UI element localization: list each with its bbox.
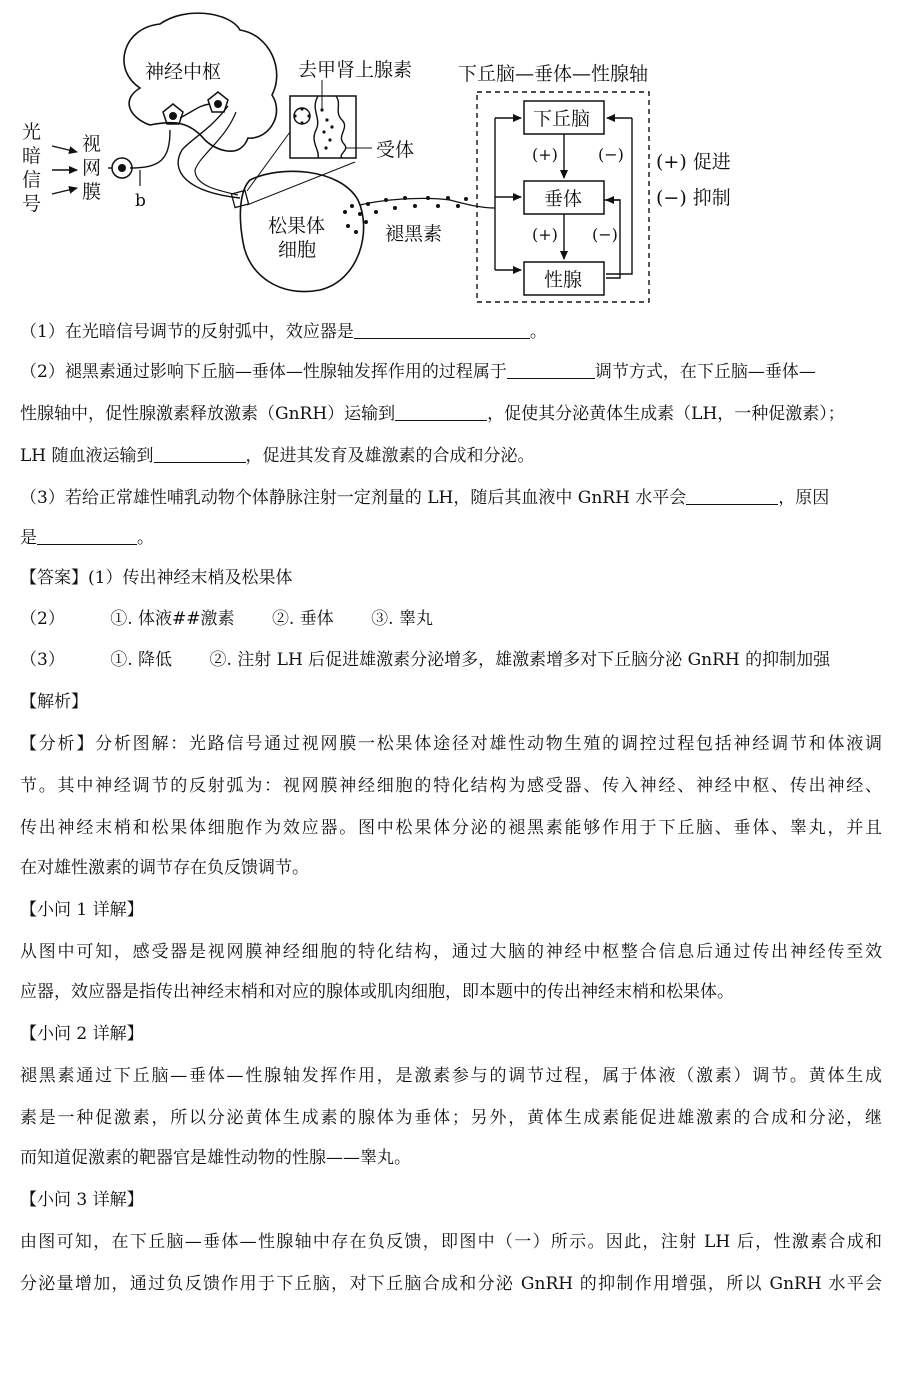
interneuron-fiber (180, 104, 210, 118)
question-2-line-2: 性腺轴中，促性腺激素释放激素（GnRH）运输到 ，促使其分泌黄体生成素（LH，一种促激素）； (20, 404, 845, 424)
norepinephrine-label: 去甲肾上腺素 (298, 59, 413, 81)
question-1: （1）在光暗信号调节的反射弧中，效应器是 。 (20, 322, 547, 342)
analysis-line: 在对雄性激素的调节存在负反馈调节。 (20, 858, 309, 878)
sub-question-3-heading: 【小问 3 详解】 (20, 1190, 144, 1210)
sub-question-3-line: 分泌量增加，通过负反馈作用于下丘脑，对下丘脑合成和分泌 GnRH 的抑制作用增强，所以 GnRH 水平会 (20, 1274, 882, 1294)
svg-text:暗: 暗 (22, 145, 42, 167)
neural-center-label: 神经中枢 (145, 61, 222, 83)
svg-text:光: 光 (22, 121, 42, 143)
inhibit-sign: (−) (598, 145, 624, 164)
svg-text:号: 号 (22, 193, 42, 215)
question-2-line-3: LH 随血液运输到 ，促进其发育及雄激素的合成和分泌。 (20, 446, 535, 466)
analysis-line: 节。其中神经调节的反射弧为：视网膜神经细胞的特化结构为感受器、传入神经、神经中枢、传出神经、 (20, 776, 882, 796)
answer-blank[interactable] (686, 486, 778, 505)
gonad-label: 性腺 (544, 269, 583, 291)
answer-line-3: （3） ①. 降低 ②. 注射 LH 后促进雄激素分泌增多，雄激素增多对下丘脑分泌 GnRH 的抑制加强 (20, 650, 831, 670)
analysis-line: 【分析】分析图解：光路信号通过视网膜一松果体途径对雄性动物生殖的调控过程包括神经调节和体液调 (20, 734, 882, 754)
answer-line-1: 【答案】(1）传出神经末梢及松果体 (20, 568, 293, 588)
neuron-icon (163, 104, 183, 124)
light-signal-label (22, 121, 41, 215)
promote-sign: (+) (532, 145, 558, 164)
hypothalamus-label: 下丘脑 (533, 108, 591, 130)
answer-blank[interactable] (37, 526, 137, 545)
receptor-cell-icon (108, 158, 140, 186)
sub-question-2-heading: 【小问 2 详解】 (20, 1024, 144, 1044)
sub-question-2-line: 而知道促激素的靶器官是雄性动物的性腺——睾丸。 (20, 1148, 411, 1168)
melatonin-label: 褪黑素 (385, 223, 443, 245)
sub-question-2-line: 褪黑素通过下丘脑—垂体—性腺轴发挥作用，是激素参与的调节过程，属于体液（激素）调节。黄体生成 (20, 1066, 882, 1086)
pineal-cell-label (268, 215, 325, 261)
arrow-icon (52, 146, 77, 194)
svg-text:细胞: 细胞 (278, 239, 317, 261)
answer-blank[interactable] (154, 444, 246, 463)
sub-question-1-line: 从图中可知，感受器是视网膜神经细胞的特化结构，通过大脑的神经中枢整合信息后通过传出神经传至效 (20, 942, 882, 962)
svg-text:视: 视 (82, 133, 102, 155)
pituitary-label: 垂体 (544, 188, 583, 210)
analysis-line: 传出神经末梢和松果体细胞作为效应器。图中松果体分泌的褪黑素能够作用于下丘脑、垂体、睾丸，并且 (20, 818, 882, 838)
regulation-diagram (0, 0, 900, 312)
answer-blank[interactable] (354, 320, 530, 339)
legend-promote: (+) 促进 (656, 151, 731, 173)
sub-question-3-line: 由图可知，在下丘脑—垂体—性腺轴中存在负反馈，即图中（一）所示。因此，注射 LH 后，性激素合成和 (20, 1232, 882, 1252)
synapse-junction (231, 190, 248, 207)
svg-text:松果体: 松果体 (268, 215, 326, 237)
afferent-nerve (130, 130, 170, 168)
svg-text:信: 信 (22, 169, 42, 191)
synapse-detail (290, 96, 356, 158)
question-3-line-1: （3）若给正常雄性哺乳动物个体静脉注射一定剂量的 LH，随后其血液中 GnRH 水平会 ，原因 (20, 488, 830, 508)
question-3-line-2: 是 。 (20, 528, 154, 548)
svg-text:网: 网 (82, 157, 102, 179)
promote-sign: (+) (532, 225, 558, 244)
sub-question-1-line: 应器，效应器是指传出神经末梢和对应的腺体或肌肉细胞，即本题中的传出神经末梢和松果体。 (20, 982, 734, 1002)
answer-blank[interactable] (395, 402, 487, 421)
inhibit-sign: (−) (592, 225, 618, 244)
sub-question-1-heading: 【小问 1 详解】 (20, 900, 144, 920)
point-b-label: b (135, 191, 146, 211)
retina-label (82, 133, 101, 203)
legend-inhibit: (−) 抑制 (656, 187, 731, 209)
efferent-nerve (178, 106, 240, 198)
analysis-heading: 【解析】 (20, 692, 88, 712)
svg-text:膜: 膜 (82, 181, 102, 203)
axis-title: 下丘脑—垂体—性腺轴 (458, 63, 649, 85)
answer-blank[interactable] (507, 360, 595, 379)
sub-question-2-line: 素是一种促激素，所以分泌黄体生成素的腺体为垂体；另外，黄体生成素能促进雄激素的合成和分泌，继 (20, 1108, 882, 1128)
receptor-label: 受体 (376, 139, 415, 161)
answer-line-2: （2） ①. 体液##激素 ②. 垂体 ③. 睾丸 (20, 609, 433, 629)
question-2-line-1: （2）褪黑素通过影响下丘脑—垂体—性腺轴发挥作用的过程属于 调节方式，在下丘脑—垂体— (20, 362, 816, 382)
